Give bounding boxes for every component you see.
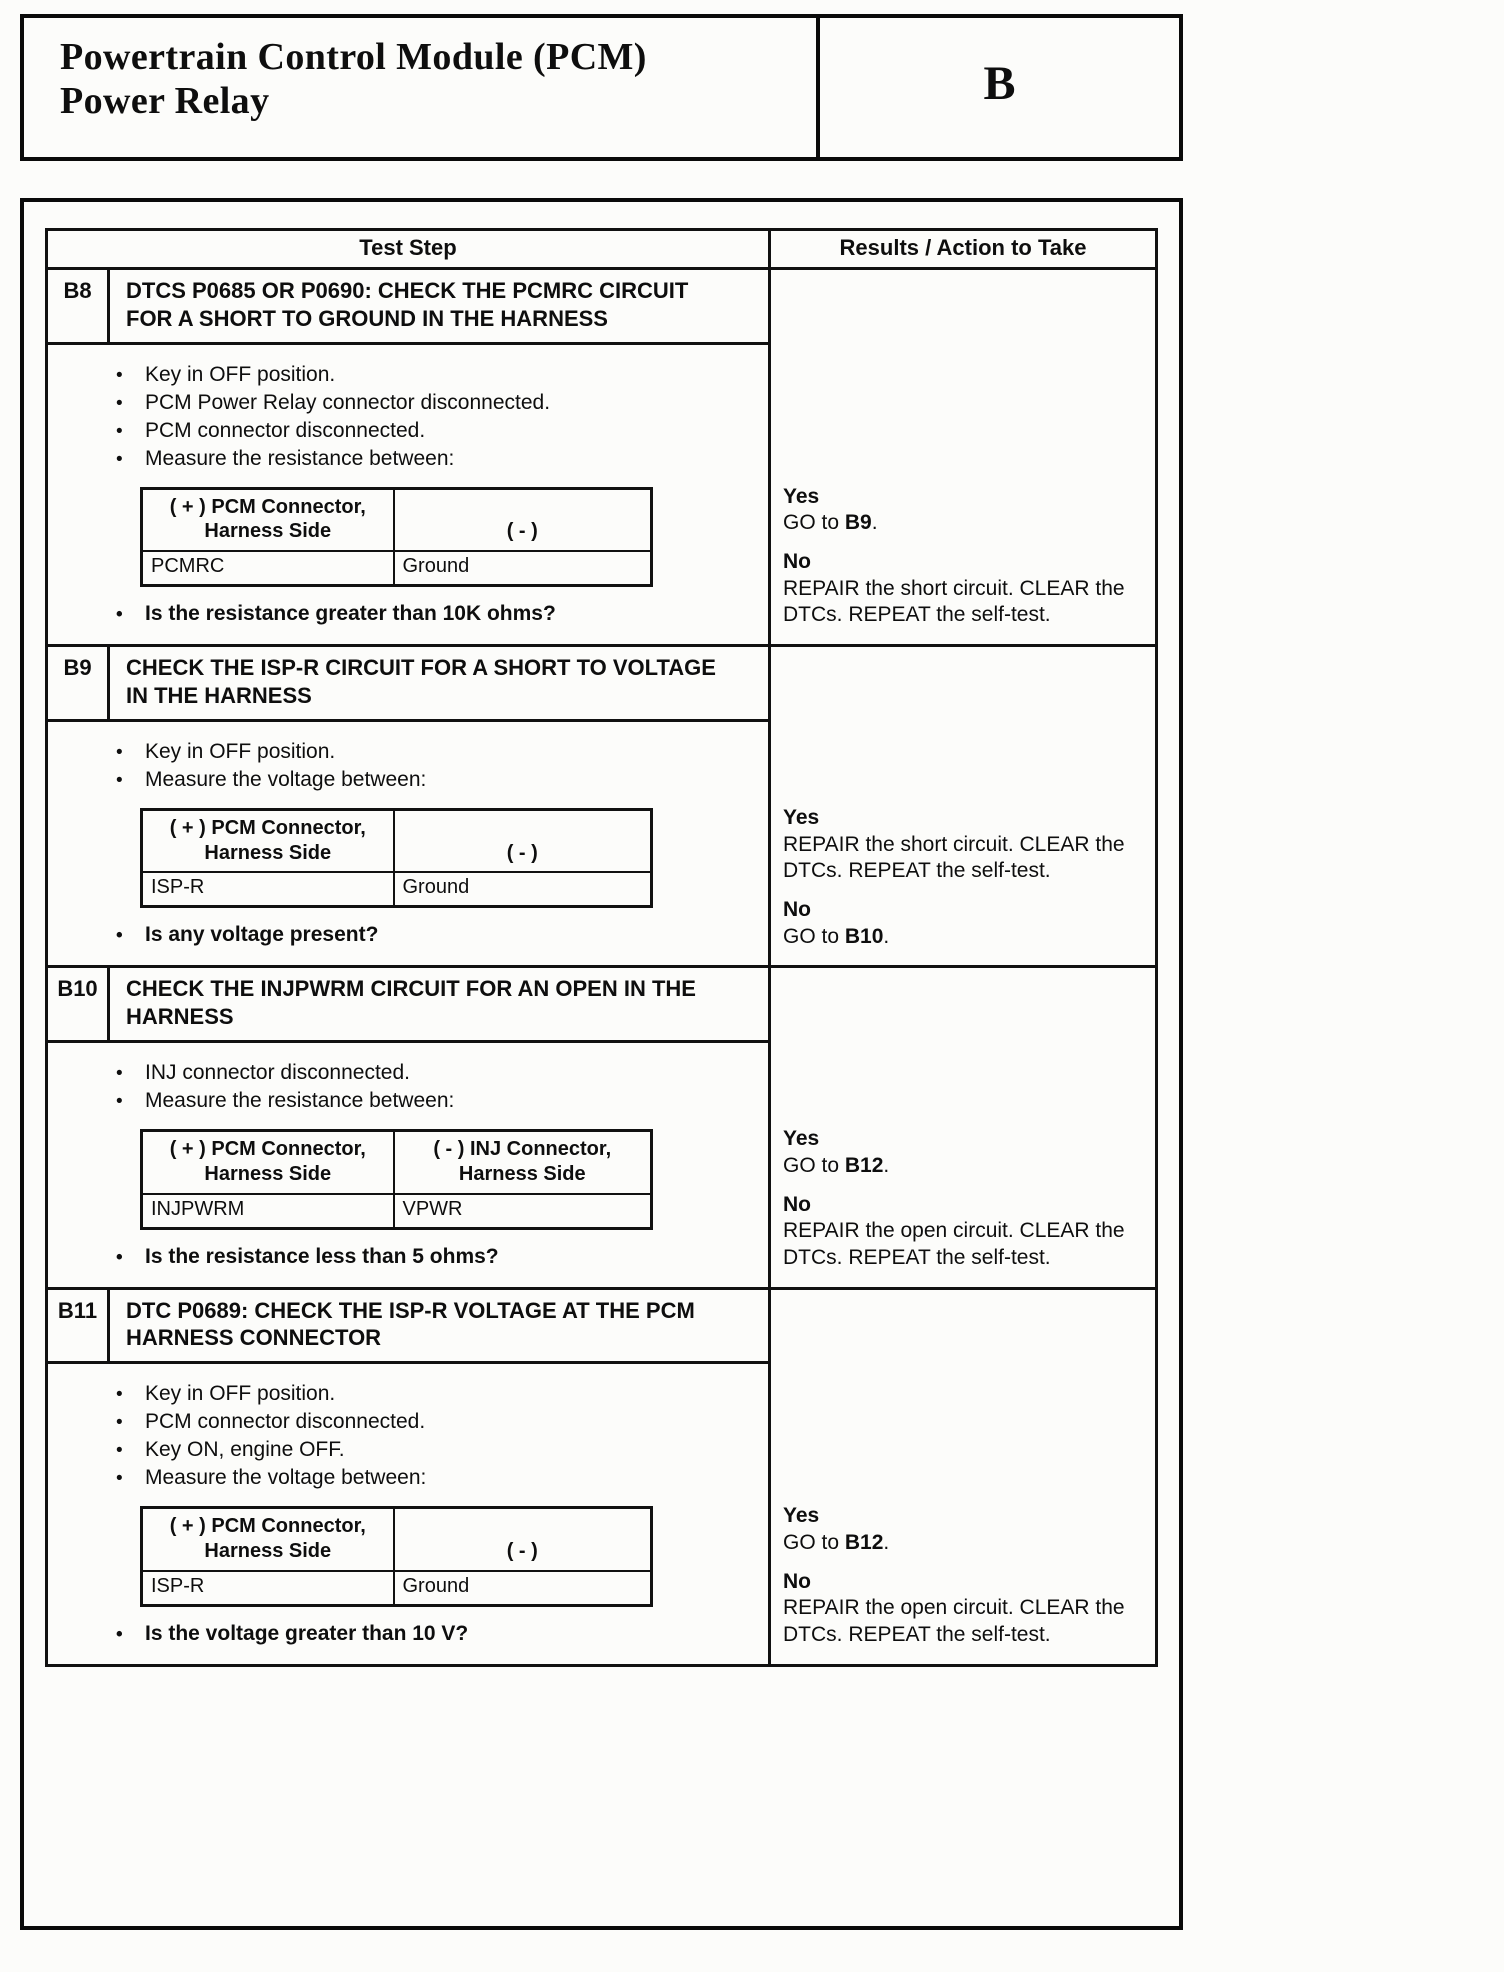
result-action-suffix: . [871, 511, 878, 535]
page-title-line2: Power Relay [60, 80, 270, 123]
result-action [783, 510, 1143, 537]
list-item-text: Key in OFF position. [145, 362, 336, 386]
bullet-icon [116, 738, 145, 766]
result-action-text: GO to [783, 1531, 845, 1554]
result-action [783, 1595, 1143, 1648]
test-step-body [48, 722, 768, 965]
list-item [48, 361, 768, 389]
test-title: DTCS P0685 OR P0690: CHECK THE PCMRC CIRCUIT FOR A SHORT TO GROUND IN THE HARNESS [126, 278, 689, 331]
test-step-cell [48, 968, 771, 1286]
goto-target: B12 [844, 1531, 884, 1554]
test-id: B11 [48, 1290, 110, 1362]
list-item [48, 766, 768, 794]
result-label: No [783, 898, 811, 921]
result-label: No [783, 1192, 811, 1216]
result-block [783, 897, 1143, 950]
test-step-title-row [48, 647, 768, 722]
result-block [783, 484, 1143, 537]
connector-neg-value: VPWR [394, 1194, 652, 1229]
connector-pos-header: ( + ) PCM Connector, Harness Side [142, 1131, 394, 1194]
test-step-body [48, 1364, 768, 1663]
page-title-line1: Powertrain Control Module (PCM) [60, 36, 647, 78]
goto-target: B9 [844, 511, 872, 535]
test-question-text: Is the voltage greater than 10 V? [145, 1621, 469, 1645]
connector-pos-header: ( + ) PCM Connector, Harness Side [142, 1508, 394, 1571]
list-item-text: Key in OFF position. [145, 1382, 336, 1406]
test-question-text: Is the resistance greater than 10K ohms? [145, 602, 556, 626]
connector-table [140, 808, 653, 909]
test-step-title-row [48, 270, 768, 345]
bullet-icon [116, 1464, 145, 1492]
goto-target: B10 [844, 924, 884, 948]
test-step-body [48, 345, 768, 644]
result-label: No [783, 550, 811, 574]
list-item-text: PCM Power Relay connector disconnected. [145, 390, 551, 414]
bullet-icon [116, 1380, 145, 1408]
results-cell [771, 647, 1155, 965]
test-row [48, 267, 1155, 644]
bullet-icon [116, 361, 145, 389]
list-item [48, 1059, 768, 1087]
result-action-suffix: . [883, 924, 890, 948]
test-step-cell [48, 647, 771, 965]
list-item [48, 389, 768, 417]
connector-neg-header: ( - ) [394, 488, 652, 551]
result-action-text: GO to [783, 1153, 845, 1177]
list-item [48, 738, 768, 766]
test-row [48, 965, 1155, 1286]
result-action [783, 576, 1143, 629]
result-action-suffix: . [883, 1531, 890, 1554]
test-id: B8 [48, 270, 110, 342]
connector-pos-value: INJPWRM [142, 1194, 394, 1229]
list-item-text: Key in OFF position. [145, 739, 336, 763]
bullet-icon [116, 1408, 145, 1436]
page-title [24, 18, 816, 157]
result-action [783, 1153, 1143, 1180]
test-question-text: Is the resistance less than 5 ohms? [145, 1244, 499, 1268]
list-item [48, 417, 768, 445]
test-id: B9 [48, 647, 110, 719]
result-action-text: REPAIR the short circuit. CLEAR the DTCs. REPEAT the self-test. [783, 576, 1125, 627]
list-item [48, 1380, 768, 1408]
results-cell [771, 968, 1155, 1286]
list-item [48, 1464, 768, 1492]
connector-pos-value: PCMRC [142, 551, 394, 586]
connector-pos-value: ISP-R [142, 872, 394, 907]
result-block [783, 549, 1143, 629]
test-step-title-row [48, 968, 768, 1043]
pinpoint-test-table [45, 228, 1158, 1667]
bullet-icon [116, 1087, 145, 1115]
connector-table [140, 1129, 653, 1230]
bullet-icon [116, 445, 145, 473]
result-block [783, 1192, 1143, 1272]
result-action-text: REPAIR the short circuit. CLEAR the DTCs. REPEAT the self-test. [783, 832, 1125, 883]
list-item-text: Measure the voltage between: [145, 767, 427, 791]
bullet-icon [116, 1620, 145, 1648]
test-step-column-header: Test Step [48, 231, 771, 267]
list-item-text: INJ connector disconnected. [145, 1061, 410, 1085]
test-question-text: Is any voltage present? [145, 923, 379, 947]
bullet-icon [116, 417, 145, 445]
test-question [48, 921, 768, 949]
list-item [48, 445, 768, 473]
goto-target: B12 [844, 1153, 884, 1177]
connector-pos-value: ISP-R [142, 1571, 394, 1606]
bullet-icon [116, 389, 145, 417]
bullet-icon [116, 1059, 145, 1087]
list-item-text: PCM connector disconnected. [145, 418, 426, 442]
result-label: Yes [783, 1504, 820, 1528]
test-step-body [48, 1043, 768, 1286]
results-cell [771, 1290, 1155, 1664]
result-label: Yes [783, 484, 820, 508]
bullet-icon [116, 600, 145, 628]
connector-neg-value: Ground [394, 551, 652, 586]
connector-neg-header: ( - ) [394, 809, 652, 872]
page-header-box [20, 14, 1183, 161]
test-title: CHECK THE ISP-R CIRCUIT FOR A SHORT TO VOLTAGE IN THE HARNESS [126, 655, 716, 709]
results-cell [771, 270, 1155, 644]
section-letter: B [816, 18, 1179, 157]
list-item-text: Measure the resistance between: [145, 1089, 455, 1113]
result-action [783, 832, 1143, 885]
result-action-text: GO to [783, 924, 845, 948]
result-block [783, 805, 1143, 885]
result-action [783, 1218, 1143, 1271]
test-question [48, 600, 768, 628]
list-item [48, 1087, 768, 1115]
result-action [783, 1530, 1143, 1557]
connector-neg-header: ( - ) [394, 1508, 652, 1571]
connector-neg-value: Ground [394, 1571, 652, 1606]
test-question [48, 1243, 768, 1271]
result-action-text: REPAIR the open circuit. CLEAR the DTCs. REPEAT the self-test. [783, 1219, 1125, 1269]
result-action-text: REPAIR the open circuit. CLEAR the DTCs. REPEAT the self-test. [783, 1596, 1125, 1646]
table-header-row [48, 231, 1155, 267]
result-action-text: GO to [783, 511, 845, 535]
connector-neg-header: ( - ) INJ Connector, Harness Side [394, 1131, 652, 1194]
test-step-title-row [48, 1290, 768, 1365]
list-item-text: Measure the resistance between: [145, 446, 455, 470]
content-frame [20, 198, 1183, 1930]
result-block [783, 1569, 1143, 1649]
connector-neg-value: Ground [394, 872, 652, 907]
result-block [783, 1126, 1143, 1179]
test-title: CHECK THE INJPWRM CIRCUIT FOR AN OPEN IN THE HARNESS [126, 976, 696, 1030]
bullet-icon [116, 921, 145, 949]
result-action [783, 924, 1143, 951]
test-question [48, 1620, 768, 1648]
bullet-icon [116, 766, 145, 794]
result-block [783, 1503, 1143, 1556]
connector-pos-header: ( + ) PCM Connector, Harness Side [142, 488, 394, 551]
test-id: B10 [48, 968, 110, 1040]
connector-pos-header: ( + ) PCM Connector, Harness Side [142, 809, 394, 872]
result-action-suffix: . [883, 1153, 890, 1177]
connector-table [140, 1506, 653, 1607]
test-row [48, 644, 1155, 965]
result-label: Yes [783, 1127, 820, 1151]
test-step-cell [48, 1290, 771, 1664]
connector-table [140, 487, 653, 588]
bullet-icon [116, 1436, 145, 1464]
test-step-cell [48, 270, 771, 644]
list-item-text: Measure the voltage between: [145, 1466, 427, 1490]
bullet-icon [116, 1243, 145, 1271]
list-item-text: Key ON, engine OFF. [145, 1438, 345, 1462]
test-row [48, 1287, 1155, 1664]
list-item [48, 1436, 768, 1464]
list-item [48, 1408, 768, 1436]
results-column-header: Results / Action to Take [839, 235, 1087, 260]
result-label: Yes [783, 806, 820, 830]
test-title: DTC P0689: CHECK THE ISP-R VOLTAGE AT THE PCM HARNESS CONNECTOR [126, 1297, 695, 1351]
result-label: No [783, 1569, 811, 1593]
list-item-text: PCM connector disconnected. [145, 1410, 426, 1434]
